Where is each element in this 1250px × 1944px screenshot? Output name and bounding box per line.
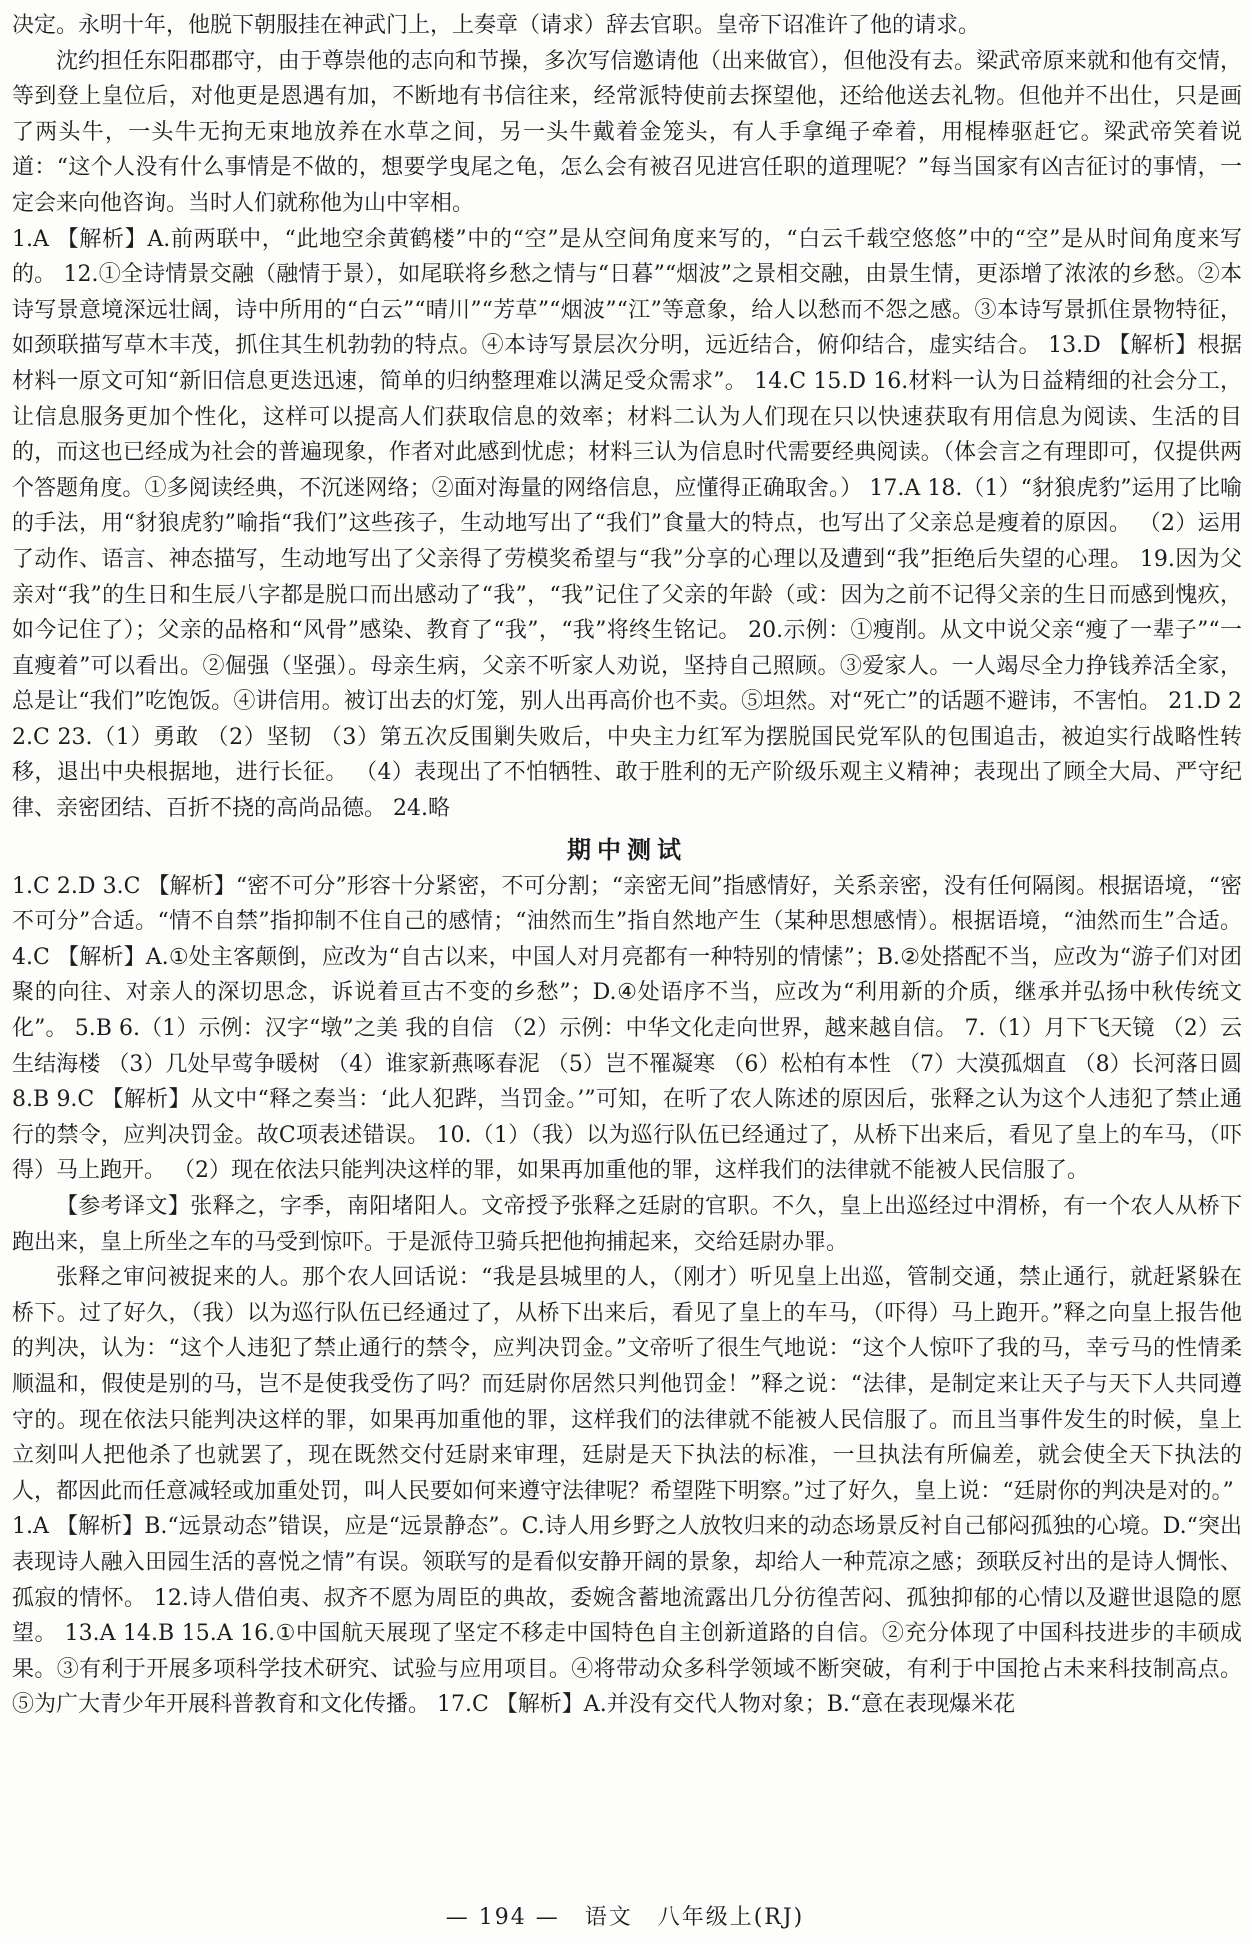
answers-midterm-section [12, 869, 1242, 1723]
footer-grade: 八年级上(RJ) [657, 1905, 805, 1930]
answer-paragraph: 1.A 【解析】B.“远景动态”错误，应是“远景静态”。C.诗人用乡野之人放牧归来的动态场景反衬自己郁闷孤独的心境。D.“突出表现诗人融入田园生活的喜悦之情”有误。领联写的是看似安静开阔的景象，却给人一种荒凉之感；颈联反衬出的是诗人惆怅、孤寂的情怀。 12.诗人借伯夷、叔齐不愿为周臣的典故，委婉含蓄地流露出几分彷徨苦闷、孤独抑郁的心情以及避世退隐的愿望。 13.A 14.B 15.A 16.①中国航天展现了坚定不移走中国特色自主创新道路的自信。②充分体现了中国科技进步的丰硕成果。③有利于开展多项科学技术研究、试验与应用项目。④将带动众多科学领域不断突破，有利于中国抢占未来科技制高点。⑤为广大青少年开展科普教育和文化传播。 17.C 【解析】A.并没有交代人物对象；B.“意在表现爆米花 [12, 1514, 1242, 1718]
answer-paragraph: 1.C 2.D 3.C 【解析】“密不可分”形容十分紧密，不可分割；“亲密无间”指感情好，关系亲密，没有任何隔阂。根据语境，“密不可分”合适。“情不自禁”指抑制不住自己的感情；“油然而生”指自然地产生（某种思想感情）。根据语境，“油然而生”合适。 4.C 【解析】A.①处主客颠倒，应改为“自古以来，中国人对月亮都有一种特别的情愫”；B.②处搭配不当，应改为“游子们对团聚的向往、对亲人的深切思念，诉说着亘古不变的乡愁”；D.④处语序不当，应改为“利用新的介质，继承并弘扬中秋传统文化”。 5.B 6.（1）示例：汉字“墩”之美 我的自信 （2）示例：中华文化走向世界，越来越自信。 7.（1）月下飞天镜 （2）云生结海楼 （3）几处早莺争暖树 （4）谁家新燕啄春泥 （5）岂不罹凝寒 （6）松柏有本性 （7）大漠孤烟直 （8）长河落日圆 8.B 9.C 【解析】从文中“释之奏当：‘此人犯跸，当罚金。’”可知，在听了农人陈述的原因后，张释之认为这个人违犯了禁止通行的禁令，应判决罚金。故C项表述错误。 10.（1）（我）以为巡行队伍已经通过了，从桥下出来后，看见了皇上的车马，（吓得）马上跑开。 （2）现在依法只能判决这样的罪，如果再加重他的罪，这样我们的法律就不能被人民信服了。 [12, 873, 1242, 1184]
section-title-midterm: 期中测试 [567, 834, 687, 864]
answer-paragraph: 决定。永明十年，他脱下朝服挂在神武门上，上奏章（请求）辞去官职。皇帝下诏准许了他的请求。 [12, 13, 981, 38]
page-number: — 194 — [445, 1905, 560, 1930]
page-footer [0, 1900, 1250, 1931]
answer-paragraph: 1.A 【解析】A.前两联中，“此地空余黄鹤楼”中的“空”是从空间角度来写的，“白云千载空悠悠”中的“空”是从时间角度来写的。 12.①全诗情景交融（融情于景），如尾联将乡愁之情与“日暮”“烟波”之景相交融，由景生情，更添增了浓浓的乡愁。②本诗写景意境深远壮阔，诗中所用的“白云”“晴川”“芳草”“烟波”“江”等意象，给人以愁而不怨之感。③本诗写景抓住景物特征，如颈联描写草木丰茂，抓住其生机勃勃的特点。④本诗写景层次分明，远近结合，俯仰结合，虚实结合。 13.D 【解析】根据材料一原文可知“新旧信息更迭迅速，简单的归纳整理难以满足受众需求”。 14.C 15.D 16.材料一认为日益精细的社会分工，让信息服务更加个性化，这样可以提高人们获取信息的效率；材料二认为人们现在只以快速获取有用信息为阅读、生活的目的，而这也已经成为社会的普遍现象，作者对此感到忧虑；材料三认为信息时代需要经典阅读。（体会言之有理即可，仅提供两个答题角度。①多阅读经典，不沉迷网络；②面对海量的网络信息，应懂得正确取舍。） 17.A 18.（1）“豺狼虎豹”运用了比喻的手法，用“豺狼虎豹”喻指“我们”这些孩子，生动地写出了“我们”食量大的特点，也写出了父亲总是瘦着的原因。 （2）运用了动作、语言、神态描写，生动地写出了父亲得了劳模奖希望与“我”分享的心理以及遭到“我”拒绝后失望的心理。 19.因为父亲对“我”的生日和生辰八字都是脱口而出感动了“我”，“我”记住了父亲的年龄（或：因为之前不记得父亲的生日而感到愧疚，如今记住了）；父亲的品格和“风骨”感染、教育了“我”，“我”将终生铭记。 20.示例：①瘦削。从文中说父亲“瘦了一辈子”“一直瘦着”可以看出。②倔强（坚强）。母亲生病，父亲不听家人劝说，坚持自己照顾。③爱家人。一人竭尽全力挣钱养活全家，总是让“我们”吃饱饭。④讲信用。被订出去的灯笼，别人出再高价也不卖。⑤坦然。对“死亡”的话题不避讳，不害怕。 21.D 22.C 23.（1）勇敢 （2）坚韧 （3）第五次反围剿失败后，中央主力红军为摆脱国民党军队的包围追击，被迫实行战略性转移，退出中央根据地，进行长征。 （4）表现出了不怕牺牲、敢于胜利的无产阶级乐观主义精神；表现出了顾全大局、严守纪律、亲密团结、百折不挠的高尚品德。 24.略 [12, 226, 1242, 822]
answer-paragraph: 沈约担任东阳郡郡守，由于尊崇他的志向和节操，多次写信邀请他（出来做官），但他没有去。梁武帝原来就和他有交情，等到登上皇位后，对他更是恩遇有加，不断地有书信往来，经常派特使前去探望他，还给他送去礼物。但他并不出仕，只是画了两头牛，一头牛无拘无束地放养在水草之间，另一头牛戴着金笼头，有人手拿绳子牵着，用棍棒驱赶它。梁武帝笑着说道：“这个人没有什么事情是不做的，想要学曳尾之龟，怎么会有被召见进宫任职的道理呢？”每当国家有凶吉征讨的事情，一定会来向他咨询。当时人们就称他为山中宰相。 [12, 48, 1242, 216]
answer-paragraph: 【参考译文】张释之，字季，南阳堵阳人。文帝授予张释之廷尉的官职。不久，皇上出巡经过中渭桥，有一个农人从桥下跑出来，皇上所坐之车的马受到惊吓。于是派侍卫骑兵把他拘捕起来，交给廷尉办罪。 [12, 1194, 1242, 1255]
answer-paragraph: 张释之审问被捉来的人。那个农人回话说：“我是县城里的人，（刚才）听见皇上出巡，管制交通，禁止通行，就赶紧躲在桥下。过了好久，（我）以为巡行队伍已经通过了，从桥下出来后，看见了皇上的车马，（吓得）马上跑开。”释之向皇上报告他的判决，认为：“这个人违犯了禁止通行的禁令，应判决罚金。”文帝听了很生气地说：“这个人惊吓了我的马，幸亏马的性情柔顺温和，假使是别的马，岂不是使我受伤了吗？而廷尉你居然只判他罚金！”释之说：“法律，是制定来让天子与天下人共同遵守的。现在依法只能判决这样的罪，如果再加重他的罪，这样我们的法律就不能被人民信服了。而且当事件发生的时候，皇上立刻叫人把他杀了也就罢了，现在既然交付廷尉来审理，廷尉是天下执法的标准，一旦执法有所偏差，就会使全天下执法的人，都因此而任意减轻或加重处罚，叫人民要如何来遵守法律呢？希望陛下明察。”过了好久，皇上说：“廷尉你的判决是对的。” [12, 1265, 1242, 1504]
answers-top-section [12, 8, 1242, 827]
footer-subject: 语文 [584, 1905, 633, 1930]
